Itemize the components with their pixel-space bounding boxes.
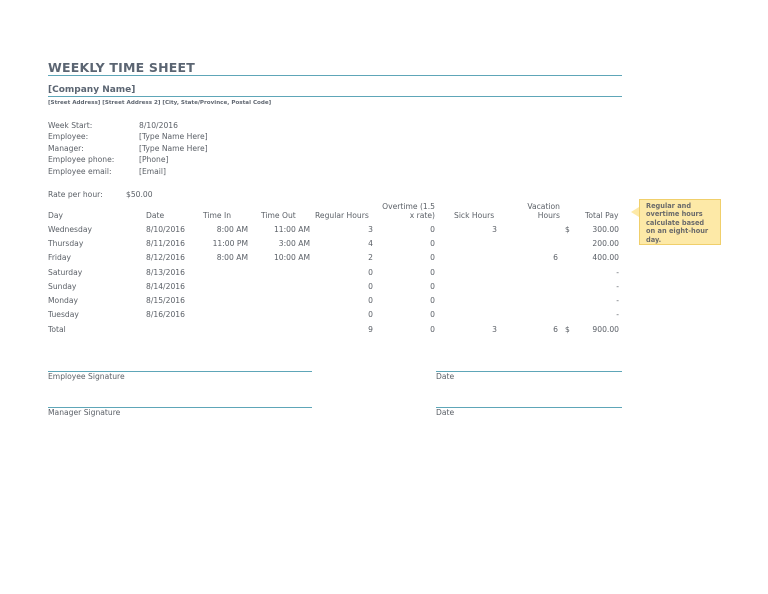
comment-note[interactable]: Regular and overtime hours calculate based on an eight-hour day.	[639, 199, 721, 245]
cell-day[interactable]: Sunday	[48, 281, 77, 291]
cell-time-out[interactable]: 10:00 AM	[273, 253, 310, 263]
cell-regular[interactable]: 0	[368, 267, 373, 277]
cell-time-in[interactable]: 8:00 AM	[216, 253, 248, 263]
cell-total-pay[interactable]: -	[616, 296, 619, 305]
title-divider	[48, 75, 622, 76]
cell-date[interactable]: 8/10/2016	[146, 225, 185, 234]
company-name[interactable]: [Company Name]	[48, 85, 136, 95]
employee-email-value[interactable]: [Email]	[139, 167, 166, 176]
cell-regular[interactable]: 3	[368, 225, 373, 234]
employee-email-label: Employee email:	[48, 167, 112, 176]
cell-regular[interactable]: 0	[368, 310, 373, 320]
cell-overtime[interactable]: 0	[430, 310, 435, 320]
total-currency: $	[565, 325, 570, 334]
employee-signature-label: Employee Signature	[48, 372, 125, 381]
cell-total-pay[interactable]: -	[616, 267, 619, 277]
cell-regular[interactable]: 4	[368, 239, 373, 249]
cell-time-in[interactable]: 11:00 PM	[212, 239, 248, 249]
cell-date[interactable]: 8/13/2016	[146, 267, 185, 277]
note-pointer	[631, 207, 639, 217]
employee-phone-value[interactable]: [Phone]	[139, 155, 169, 164]
total-overtime: 0	[430, 325, 435, 334]
cell-total-pay[interactable]: -	[616, 310, 619, 320]
col-vacation-line2: Hours	[537, 211, 560, 220]
week-start-label: Week Start:	[48, 121, 93, 130]
col-time-out: Time Out	[261, 211, 296, 220]
manager-date-label: Date	[436, 408, 455, 417]
col-regular-hours: Regular Hours	[315, 211, 369, 220]
col-sick-hours: Sick Hours	[454, 211, 495, 220]
cell-total-pay[interactable]: 200.00	[592, 239, 619, 249]
cell-day[interactable]: Thursday	[48, 239, 84, 249]
week-start-value[interactable]: 8/10/2016	[139, 121, 178, 130]
employee-value[interactable]: [Type Name Here]	[139, 132, 208, 141]
cell-total-pay[interactable]: -	[616, 281, 619, 291]
cell-regular[interactable]: 0	[368, 281, 373, 291]
manager-signature-label: Manager Signature	[48, 408, 121, 417]
cell-day[interactable]: Saturday	[48, 267, 83, 277]
total-regular: 9	[368, 325, 373, 334]
cell-overtime[interactable]: 0	[430, 253, 435, 263]
manager-value[interactable]: [Type Name Here]	[139, 144, 208, 153]
cell-sick[interactable]: 3	[492, 225, 497, 234]
employee-date-line[interactable]	[436, 371, 622, 372]
col-time-in: Time In	[203, 211, 232, 220]
cell-date[interactable]: 8/16/2016	[146, 310, 185, 320]
cell-total-pay[interactable]: 400.00	[592, 253, 619, 263]
col-day: Day	[48, 211, 63, 220]
cell-time-out[interactable]: 3:00 AM	[278, 239, 310, 249]
cell-total-pay[interactable]: 300.00	[592, 225, 619, 234]
col-total-pay: Total Pay	[585, 211, 619, 220]
col-vacation-line1: Vacation	[527, 202, 560, 211]
cell-date[interactable]: 8/15/2016	[146, 296, 185, 305]
cell-regular[interactable]: 0	[368, 296, 373, 305]
page-title: WEEKLY TIME SHEET	[48, 60, 195, 75]
cell-time-in[interactable]: 8:00 AM	[216, 225, 248, 234]
col-overtime-line2: x rate)	[409, 211, 435, 220]
cell-day[interactable]: Wednesday	[48, 225, 92, 234]
cell-overtime[interactable]: 0	[430, 225, 435, 234]
manager-label: Manager:	[48, 144, 84, 153]
manager-date-line[interactable]	[436, 407, 622, 408]
cell-overtime[interactable]: 0	[430, 281, 435, 291]
cell-vacation[interactable]: 6	[553, 253, 558, 263]
company-address[interactable]: [Street Address] [Street Address 2] [City, State/Province, Postal Code]	[48, 100, 272, 106]
cell-currency[interactable]: $	[565, 225, 570, 234]
cell-date[interactable]: 8/14/2016	[146, 281, 185, 291]
cell-regular[interactable]: 2	[368, 253, 373, 263]
company-divider	[48, 96, 622, 97]
rate-label: Rate per hour:	[48, 190, 103, 199]
col-overtime-line1: Overtime (1.5	[382, 202, 435, 211]
cell-date[interactable]: 8/11/2016	[146, 239, 185, 249]
cell-day[interactable]: Friday	[48, 253, 72, 263]
cell-time-out[interactable]: 11:00 AM	[273, 225, 310, 234]
rate-value[interactable]: $50.00	[126, 190, 153, 199]
cell-date[interactable]: 8/12/2016	[146, 253, 185, 263]
cell-day[interactable]: Monday	[48, 296, 78, 305]
cell-overtime[interactable]: 0	[430, 239, 435, 249]
total-pay: 900.00	[592, 325, 619, 334]
total-label: Total	[48, 325, 66, 334]
total-sick: 3	[492, 325, 497, 334]
employee-label: Employee:	[48, 132, 89, 141]
cell-overtime[interactable]: 0	[430, 296, 435, 305]
col-date: Date	[146, 211, 165, 220]
cell-overtime[interactable]: 0	[430, 267, 435, 277]
total-vacation: 6	[553, 325, 558, 334]
employee-phone-label: Employee phone:	[48, 155, 115, 164]
employee-date-label: Date	[436, 372, 455, 381]
cell-day[interactable]: Tuesday	[48, 310, 79, 320]
